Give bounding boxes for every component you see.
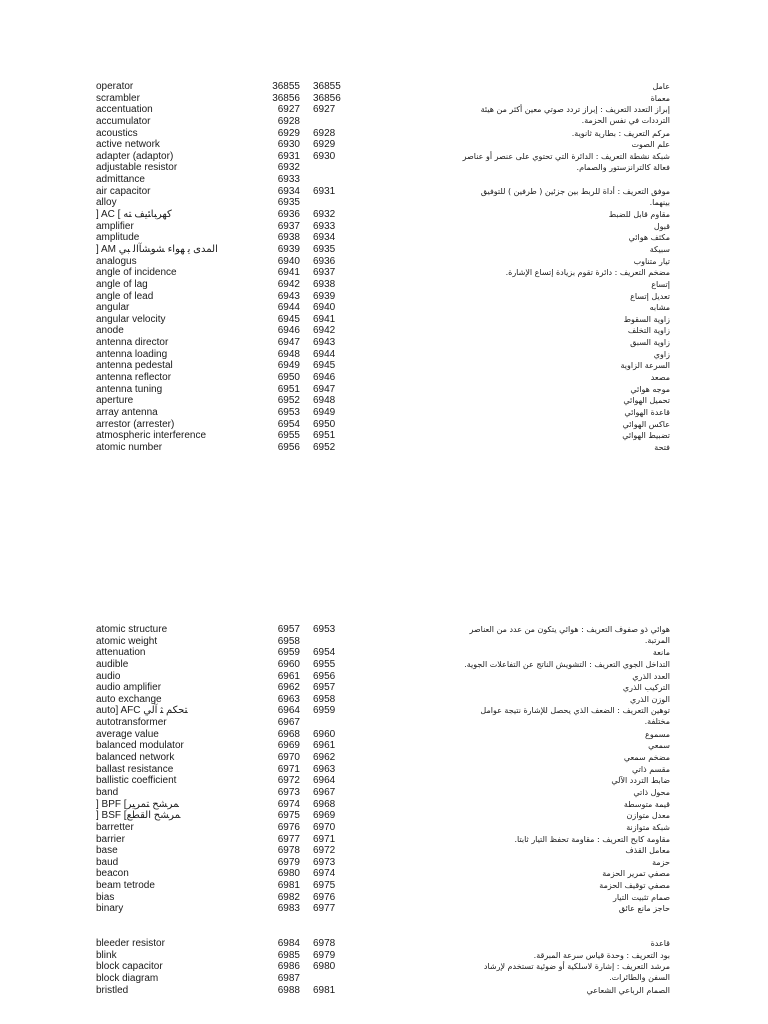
entry-number: 6975 [277,810,300,822]
glossary-row [0,787,768,799]
entry-number: 6957 [277,624,300,635]
translation-index: 6936 [313,255,336,267]
glossary-row [0,174,768,186]
glossary-row [0,384,768,396]
arabic-definition: بود التعريف : وحدة قياس سرعة المبرقة. [533,950,670,960]
english-term: atomic weight [96,635,158,647]
english-term: baud [96,856,119,868]
entry-number: 6982 [277,891,300,903]
arabic-definition: مضخم التعريف : دائرة تقوم بزيادة إتساع الإشارة. [505,268,670,278]
entry-number: 36855 [272,81,300,92]
glossary-row [0,752,768,764]
translation-index: 6938 [313,278,336,290]
glossary-row [0,314,768,326]
translation-index: 6947 [313,383,336,395]
glossary-row [0,938,768,950]
entry-number: 6941 [277,267,300,279]
entry-number: 6935 [277,197,300,209]
translation-index: 6932 [313,209,336,221]
entry-number: 6956 [277,441,300,453]
english-term: base [96,845,118,857]
glossary-row [0,430,768,442]
glossary-row [0,395,768,407]
arabic-definition: مشابه [649,303,670,313]
glossary-row [0,973,768,985]
english-term: beacon [96,868,129,880]
translation-index: 6953 [313,624,336,635]
entry-number: 6981 [277,880,300,892]
entry-number: 6962 [277,682,300,694]
translation-index: 6979 [313,949,336,961]
entry-number: 6973 [277,786,300,798]
translation-index: 6975 [313,880,336,892]
arabic-definition: مصفي تمرير الحزمة [602,869,670,879]
translation-index: 6944 [313,348,336,360]
translation-index: 6974 [313,868,336,880]
arabic-definition: قاعدة الهوائي [624,407,670,417]
arabic-definition: مصفي توقيف الحزمة [599,881,670,891]
entry-number: 6932 [277,162,300,174]
glossary-row [0,985,768,997]
glossary-row [0,729,768,741]
entry-number: 6972 [277,775,300,787]
english-term: ] BSF [ﻤﺮﺸﺢ ﺍﻟﻘﻄﻊ [96,810,181,822]
arabic-definition: هوائي ذو صفوف التعريف : هوائي يتكون من عدد من العناصر المرتبة. [469,625,670,645]
entry-number: 6939 [277,243,300,255]
translation-index: 6980 [313,961,336,973]
arabic-definition: زاوية السبق [630,338,670,348]
arabic-definition: عامل [652,82,670,91]
english-term: angle of lag [96,278,148,290]
translation-index: 6928 [313,127,336,139]
entry-number: 6958 [277,635,300,647]
glossary-row [0,337,768,349]
arabic-definition: إتساع [651,279,670,289]
english-term: auto] AFC ﺘﺤﻜﻢ ﺜ ﺁﻟﻲ [96,705,188,717]
glossary-row [0,636,768,648]
glossary-row [0,244,768,256]
english-term: bias [96,891,115,903]
arabic-definition: علم الصوت [631,140,670,150]
english-term: antenna loading [96,348,168,360]
glossary-section-3 [0,938,768,996]
english-term: array antenna [96,406,158,418]
translation-index: 6939 [313,290,336,302]
translation-index: 6962 [313,752,336,764]
translation-index: 6941 [313,313,336,325]
translation-index: 6977 [313,903,336,915]
english-term: admittance [96,174,145,186]
glossary-row [0,810,768,822]
entry-number: 6938 [277,232,300,244]
english-term: binary [96,903,124,915]
entry-number: 6985 [277,949,300,961]
translation-index: 6945 [313,360,336,372]
translation-index: 36856 [313,92,341,104]
entry-number: 6954 [277,418,300,430]
entry-number: 6944 [277,302,300,314]
glossary-row [0,892,768,904]
glossary-row [0,764,768,776]
entry-number: 6968 [277,728,300,740]
english-term: audio amplifier [96,682,162,694]
translation-index: 6963 [313,763,336,775]
translation-index: 6960 [313,728,336,740]
glossary-row [0,799,768,811]
translation-index: 6961 [313,740,336,752]
entry-number: 6945 [277,313,300,325]
glossary-row [0,81,768,93]
arabic-definition: ضابط التردد الآلي [611,776,670,786]
arabic-definition: تيار متناوب [633,256,670,266]
glossary-row [0,682,768,694]
arabic-definition: شبكة متوازنة [626,822,670,832]
entry-number: 6933 [277,174,300,186]
translation-index: 6948 [313,395,336,407]
glossary-row [0,775,768,787]
arabic-definition: فتحة [654,442,670,452]
translation-index: 6934 [313,232,336,244]
entry-number: 6969 [277,740,300,752]
translation-index: 6929 [313,139,336,151]
glossary-row [0,279,768,291]
glossary-row [0,232,768,244]
glossary-row [0,93,768,105]
translation-index: 6968 [313,798,336,810]
entry-number: 6929 [277,127,300,139]
translation-index: 6943 [313,337,336,349]
english-term: alloy [96,197,117,209]
entry-number: 6983 [277,903,300,915]
entry-number: 6979 [277,856,300,868]
translation-index: 6970 [313,821,336,833]
english-term: blink [96,949,117,961]
english-term: balanced modulator [96,740,184,752]
glossary-section-1 [0,81,768,454]
arabic-definition: تعديل إتساع [630,291,670,301]
translation-index: 6940 [313,302,336,314]
entry-number: 6986 [277,961,300,973]
english-term: barrier [96,833,125,845]
english-term: accumulator [96,115,151,127]
entry-number: 6934 [277,185,300,197]
translation-index: 6949 [313,406,336,418]
english-term: angle of incidence [96,267,177,279]
glossary-row [0,845,768,857]
english-term: bristled [96,984,129,996]
glossary-row [0,407,768,419]
entry-number: 6937 [277,220,300,232]
arabic-definition: حزمة [652,857,670,867]
english-term: aperture [96,395,134,407]
english-term: average value [96,728,159,740]
translation-index: 6972 [313,845,336,857]
translation-index: 6956 [313,670,336,682]
english-term: analogus [96,255,137,267]
glossary-row [0,128,768,140]
entry-number: 6952 [277,395,300,407]
arabic-definition: موفق التعريف : أداة للربط بين جزئين ( طرفين ) للتوفيق بينهما. [480,186,670,207]
english-term: adjustable resistor [96,162,178,174]
translation-index: 6952 [313,441,336,453]
english-term: audible [96,658,129,670]
translation-index: 6971 [313,833,336,845]
entry-number: 36856 [272,92,300,104]
glossary-row [0,302,768,314]
arabic-definition: موجه هوائي [630,384,670,394]
english-term: acoustics [96,127,138,139]
glossary-row [0,740,768,752]
arabic-definition: التركيب الذري [622,683,670,693]
arabic-definition: مانعة [652,648,670,658]
english-term: attenuation [96,647,146,659]
glossary-row [0,903,768,915]
english-term: arrestor (arrester) [96,418,175,430]
entry-number: 6970 [277,752,300,764]
arabic-definition: مسموع [645,729,670,739]
english-term: air capacitor [96,185,151,197]
glossary-row [0,221,768,233]
entry-number: 6959 [277,647,300,659]
glossary-row [0,267,768,279]
translation-index: 6951 [313,430,336,442]
entry-number: 6963 [277,693,300,705]
entry-number: 6927 [277,104,300,116]
entry-number: 6976 [277,821,300,833]
translation-index: 6946 [313,372,336,384]
translation-index: 6942 [313,325,336,337]
arabic-definition: الصمام الرباعي الشعاعي [586,985,670,995]
glossary-row [0,116,768,128]
translation-index: 6950 [313,418,336,430]
english-term: block capacitor [96,961,163,973]
english-term: beam tetrode [96,880,155,892]
glossary-row [0,291,768,303]
arabic-definition: تضبيط الهوائي [622,431,670,441]
entry-number: 6931 [277,150,300,162]
arabic-definition: تحميل الهوائي [623,396,670,406]
glossary-row [0,197,768,209]
arabic-definition: مقاوم قابل للضبط [608,210,670,220]
arabic-definition: مكثف هوائي [628,233,670,243]
translation-index: 6959 [313,705,336,717]
glossary-row [0,256,768,268]
english-term: barretter [96,821,134,833]
translation-index: 6954 [313,647,336,659]
translation-index: 6981 [313,984,336,996]
arabic-definition: حاجز مانع عائق [618,904,670,914]
english-term: antenna pedestal [96,360,173,372]
arabic-definition: زاوي [653,349,670,359]
translation-index: 6967 [313,786,336,798]
english-term: autotransformer [96,717,167,729]
english-term: atmospheric interference [96,430,207,442]
arabic-definition: شبكة نشطة التعريف : الدائرة التي تحتوي على عنصر أو عناصر فعالة كالترانزستور والصمام. [462,151,670,172]
arabic-definition: محول ذاتي [633,787,670,797]
entry-number: 6987 [277,972,300,984]
entry-number: 6948 [277,348,300,360]
english-term: active network [96,139,160,151]
glossary-row [0,162,768,174]
glossary-row [0,868,768,880]
entry-number: 6951 [277,383,300,395]
translation-index: 6933 [313,220,336,232]
translation-index: 6927 [313,104,336,116]
arabic-definition: إبراز التعدد التعريف : إبراز تردد صوتي معين أكثر من هيئة الترددات في نفس الحزمة. [480,105,670,126]
translation-index: 6935 [313,243,336,255]
english-term: ] AC [ ﻛﻬﺮﺒﺎﺌﻴﻒ ﺘﻪ [96,209,172,221]
glossary-row [0,325,768,337]
arabic-definition: صمام تثبيت التيار [612,892,670,902]
entry-number: 6967 [277,717,300,729]
arabic-definition: مقاومة كابح التعريف : مقاومة تحفظ التيار ثابتا. [514,834,670,844]
entry-number: 6964 [277,705,300,717]
glossary-row [0,950,768,962]
glossary-row [0,880,768,892]
english-term: balanced network [96,752,175,764]
english-term: angular velocity [96,313,166,325]
entry-number: 6950 [277,372,300,384]
entry-number: 6977 [277,833,300,845]
glossary-row [0,857,768,869]
entry-number: 6960 [277,658,300,670]
arabic-definition: مرشد التعريف : إشارة لاسلكية أو ضوئية تستخدم لإرشاد السفن والطائرات. [483,962,670,983]
entry-number: 6947 [277,337,300,349]
translation-index: 6930 [313,150,336,162]
english-term: operator [96,81,134,92]
glossary-row [0,717,768,729]
arabic-definition: مركم التعريف : بطارية ثانوية. [571,128,670,138]
entry-number: 6949 [277,360,300,372]
entry-number: 6946 [277,325,300,337]
glossary-row [0,360,768,372]
english-term: angle of lead [96,290,154,302]
arabic-definition: سبيكة [649,244,670,254]
translation-index: 6958 [313,693,336,705]
arabic-definition: مقسم ذاتي [631,764,670,774]
translation-index: 6976 [313,891,336,903]
glossary-row [0,372,768,384]
arabic-definition: توهين التعريف : الضعف الذي يحصل للإشارة نتيجة عوامل مختلفة. [480,706,670,727]
arabic-definition: العدد الذري [632,671,670,681]
arabic-definition: السرعة الزاوية [620,361,670,371]
english-term: bleeder resistor [96,938,165,949]
entry-number: 6930 [277,139,300,151]
english-term: band [96,786,119,798]
english-term: antenna reflector [96,372,172,384]
english-term: ballistic coefficient [96,775,177,787]
entry-number: 6984 [277,938,300,949]
english-term: block diagram [96,972,159,984]
arabic-definition: مضخم سمعي [623,753,670,763]
arabic-definition: قبول [653,221,670,231]
translation-index: 6931 [313,185,336,197]
translation-index: 6978 [313,938,336,949]
arabic-definition: التداخل الجوي التعريف : التشويش الناتج عن التفاعلات الجوية. [464,659,670,669]
entry-number: 6940 [277,255,300,267]
glossary-row [0,822,768,834]
english-term: accentuation [96,104,153,116]
arabic-definition: قيمة متوسطة [623,799,670,809]
english-term: angular [96,302,130,314]
arabic-definition: معماة [650,93,670,103]
english-term: antenna tuning [96,383,163,395]
english-term: ballast resistance [96,763,174,775]
arabic-definition: عاكس الهوائي [622,419,670,429]
arabic-definition: زاوية السقوط [623,314,670,324]
entry-number: 6955 [277,430,300,442]
glossary-row [0,209,768,221]
arabic-definition: قاعدة [650,939,670,948]
entry-number: 6928 [277,115,300,127]
entry-number: 6971 [277,763,300,775]
english-term: anode [96,325,124,337]
english-term: atomic number [96,441,163,453]
entry-number: 6974 [277,798,300,810]
glossary-row [0,349,768,361]
english-term: amplitude [96,232,140,244]
english-term: adapter (adaptor) [96,150,174,162]
glossary-row [0,834,768,846]
english-term: ] AM ﺍﻟﻤﺪﻯ ﻳ ﻬﻮﺍﺀ ﺸﻮﺸﺂﺍﻟ ﺒﻲ [96,243,218,255]
english-term: antenna director [96,337,169,349]
glossary-row [0,419,768,431]
entry-number: 6961 [277,670,300,682]
glossary-row [0,139,768,151]
entry-number: 6942 [277,278,300,290]
arabic-definition: سمعي [648,741,670,751]
english-term: amplifier [96,220,134,232]
glossary-row [0,442,768,454]
translation-index: 6973 [313,856,336,868]
english-term: audio [96,670,121,682]
glossary-row [0,647,768,659]
english-term: auto exchange [96,693,162,705]
translation-index: 6957 [313,682,336,694]
glossary-row [0,659,768,671]
entry-number: 6988 [277,984,300,996]
entry-number: 6943 [277,290,300,302]
arabic-definition: معدل متوازن [626,811,670,821]
glossary-row [0,694,768,706]
translation-index: 6969 [313,810,336,822]
glossary-section-2 [0,624,768,915]
entry-number: 6980 [277,868,300,880]
arabic-definition: زاوية التخلف [627,326,670,336]
translation-index: 6955 [313,658,336,670]
entry-number: 6936 [277,209,300,221]
english-term: atomic structure [96,624,168,635]
translation-index: 6937 [313,267,336,279]
english-term: scrambler [96,92,140,104]
entry-number: 6953 [277,406,300,418]
translation-index: 6964 [313,775,336,787]
entry-number: 6978 [277,845,300,857]
arabic-definition: الوزن الذري [629,694,670,704]
english-term: ] BPF [ﻤﺮﺸﺢ ﺘﻤﺮﻴﺮ [96,798,179,810]
glossary-row [0,671,768,683]
translation-index: 36855 [313,81,341,92]
arabic-definition: معامل القذف [625,846,670,856]
arabic-definition: مصعد [650,373,670,383]
